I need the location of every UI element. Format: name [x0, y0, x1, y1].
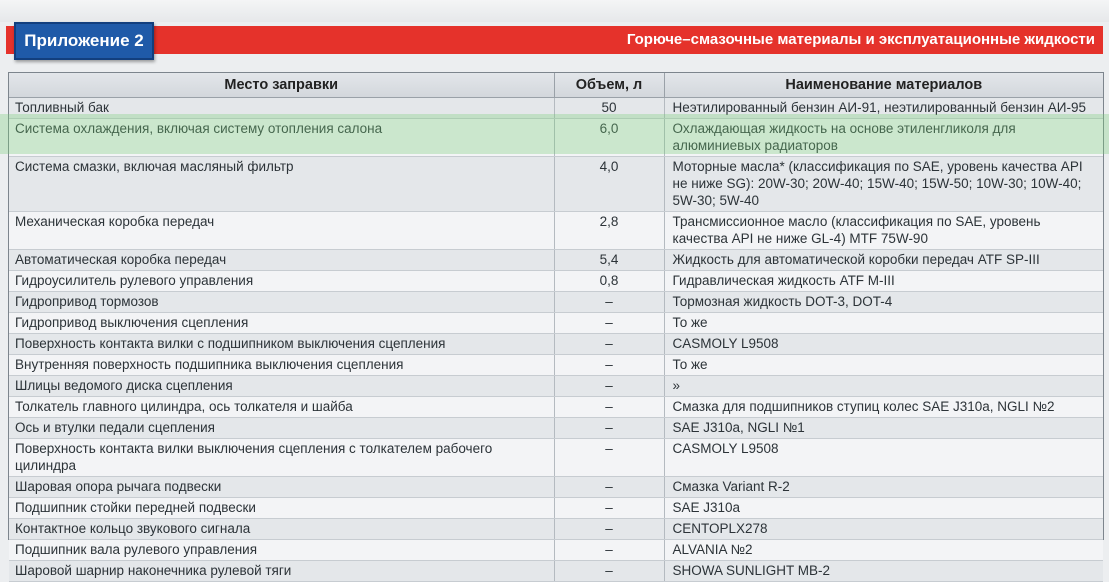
cell-material: Неэтилированный бензин АИ-91, неэтилированный бензин АИ-95 [664, 98, 1103, 119]
column-header-volume: Объем, л [554, 73, 664, 98]
cell-material: CASMOLY L9508 [664, 439, 1103, 477]
cell-volume: – [554, 355, 664, 376]
cell-volume: 5,4 [554, 250, 664, 271]
cell-place: Топливный бак [9, 98, 554, 119]
cell-place: Автоматическая коробка передач [9, 250, 554, 271]
cell-volume: – [554, 292, 664, 313]
column-header-place: Место заправки [9, 73, 554, 98]
table-row [9, 334, 1103, 355]
table-row [9, 250, 1103, 271]
cell-place: Ось и втулки педали сцепления [9, 418, 554, 439]
cell-material: SHOWA SUNLIGHT MB-2 [664, 561, 1103, 582]
cell-material: Гидравлическая жидкость ATF M-III [664, 271, 1103, 292]
cell-material: » [664, 376, 1103, 397]
table-row [9, 157, 1103, 212]
cell-material: То же [664, 355, 1103, 376]
cell-volume: – [554, 334, 664, 355]
cell-place: Подшипник вала рулевого управления [9, 540, 554, 561]
table-row [9, 119, 1103, 157]
cell-place: Шаровой шарнир наконечника рулевой тяги [9, 561, 554, 582]
table-row [9, 355, 1103, 376]
cell-volume: 50 [554, 98, 664, 119]
cell-material: Жидкость для автоматической коробки передач ATF SP-III [664, 250, 1103, 271]
cell-material: Охлаждающая жидкость на основе этиленгликоля для алюминиевых радиаторов [664, 119, 1103, 157]
cell-material: CENTOPLX278 [664, 519, 1103, 540]
cell-place: Гидропривод выключения сцепления [9, 313, 554, 334]
cell-volume: 4,0 [554, 157, 664, 212]
cell-volume: – [554, 397, 664, 418]
table-header-row [9, 73, 1103, 98]
table-row [9, 477, 1103, 498]
fluids-table [9, 73, 1103, 582]
table-row [9, 313, 1103, 334]
cell-volume: – [554, 418, 664, 439]
cell-volume: – [554, 313, 664, 334]
cell-place: Поверхность контакта вилки выключения сцепления с толкателем рабочего цилиндра [9, 439, 554, 477]
cell-volume: 6,0 [554, 119, 664, 157]
cell-material: SAE J310a [664, 498, 1103, 519]
table-row [9, 439, 1103, 477]
section-banner [6, 26, 1103, 54]
table-row [9, 498, 1103, 519]
cell-volume: – [554, 540, 664, 561]
cell-place: Механическая коробка передач [9, 212, 554, 250]
table-row [9, 212, 1103, 250]
cell-place: Подшипник стойки передней подвески [9, 498, 554, 519]
cell-place: Поверхность контакта вилки с подшипником выключения сцепления [9, 334, 554, 355]
cell-material: ALVANIA №2 [664, 540, 1103, 561]
table-row [9, 292, 1103, 313]
cell-material: Смазка Variant R-2 [664, 477, 1103, 498]
cell-volume: – [554, 498, 664, 519]
column-header-material: Наименование материалов [664, 73, 1103, 98]
cell-place: Шлицы ведомого диска сцепления [9, 376, 554, 397]
cell-material: То же [664, 313, 1103, 334]
table-row [9, 519, 1103, 540]
cell-volume: 0,8 [554, 271, 664, 292]
cell-volume: – [554, 376, 664, 397]
cell-place: Система охлаждения, включая систему отопления салона [9, 119, 554, 157]
table-row [9, 271, 1103, 292]
appendix-tag: Приложение 2 [14, 22, 154, 60]
cell-material: SAE J310a, NGLI №1 [664, 418, 1103, 439]
cell-volume: 2,8 [554, 212, 664, 250]
cell-place: Система смазки, включая масляный фильтр [9, 157, 554, 212]
cell-place: Толкатель главного цилиндра, ось толкателя и шайба [9, 397, 554, 418]
fluids-table-container [8, 72, 1104, 578]
table-row [9, 376, 1103, 397]
cell-volume: – [554, 477, 664, 498]
cell-place: Гидропривод тормозов [9, 292, 554, 313]
section-title: Горюче–смазочные материалы и эксплуатационные жидкости [626, 31, 1095, 48]
table-row [9, 561, 1103, 582]
cell-volume: – [554, 519, 664, 540]
cell-place: Контактное кольцо звукового сигнала [9, 519, 554, 540]
cell-place: Гидроусилитель рулевого управления [9, 271, 554, 292]
cell-volume: – [554, 561, 664, 582]
cell-place: Внутренняя поверхность подшипника выключения сцепления [9, 355, 554, 376]
cell-material: Моторные масла* (классификация по SAE, уровень качества API не ниже SG): 20W-30; 20W-40; 15W-40; 15W-50; 10W-30; 10W-40; 5W-30; 5W-40 [664, 157, 1103, 212]
table-row [9, 418, 1103, 439]
cell-material: Тормозная жидкость DOT-3, DOT-4 [664, 292, 1103, 313]
cell-material: CASMOLY L9508 [664, 334, 1103, 355]
cell-volume: – [554, 439, 664, 477]
cell-place: Шаровая опора рычага подвески [9, 477, 554, 498]
page-top-strip [0, 0, 1109, 22]
table-row [9, 540, 1103, 561]
cell-material: Трансмиссионное масло (классификация по SAE, уровень качества API не ниже GL-4) MTF 75W-90 [664, 212, 1103, 250]
cell-material: Смазка для подшипников ступиц колес SAE J310a, NGLI №2 [664, 397, 1103, 418]
table-row [9, 397, 1103, 418]
table-row [9, 98, 1103, 119]
